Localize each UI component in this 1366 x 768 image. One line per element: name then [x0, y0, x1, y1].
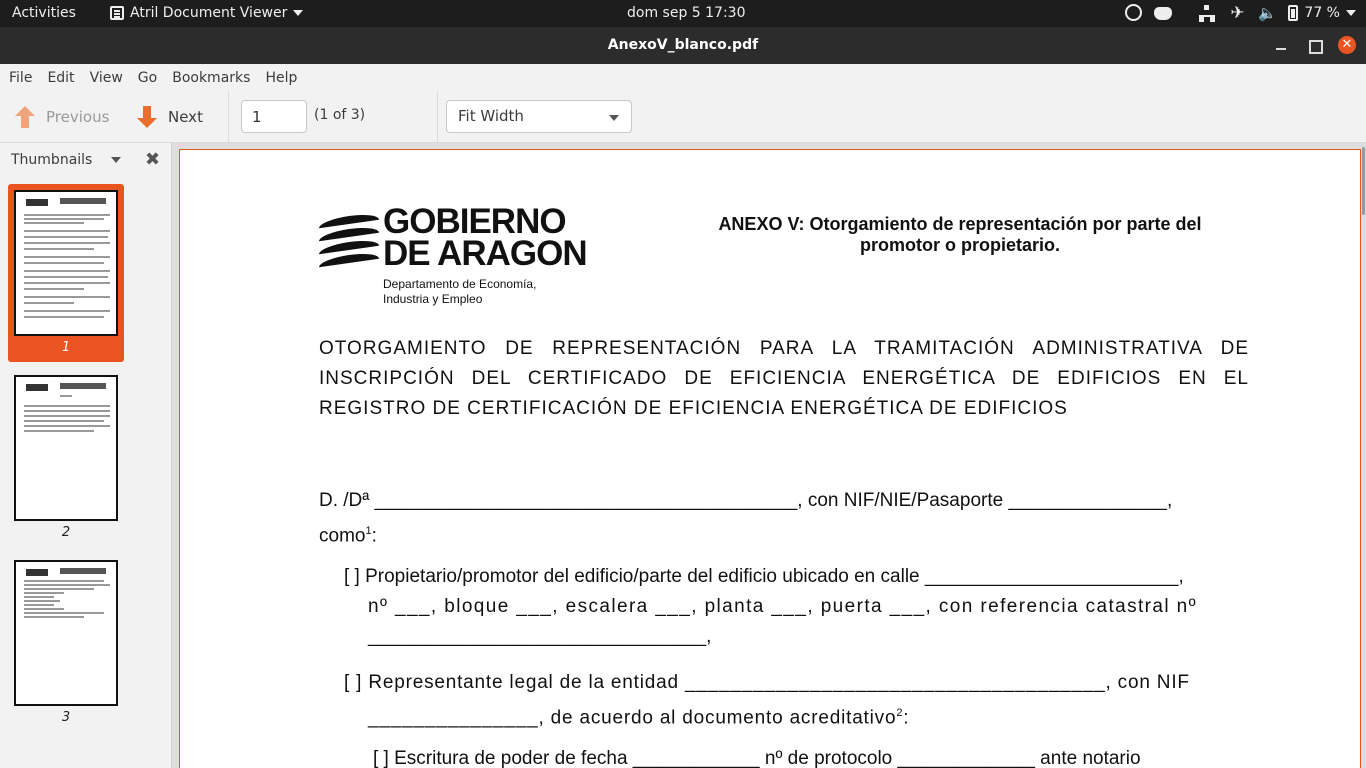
- toolbar-separator: [228, 91, 229, 143]
- close-sidebar-icon[interactable]: ✖: [145, 149, 161, 170]
- option-owner: [344, 562, 1244, 652]
- updates-icon[interactable]: [1125, 4, 1142, 21]
- sidebar-mode-selector[interactable]: Thumbnails: [11, 152, 93, 168]
- network-icon[interactable]: [1198, 5, 1216, 21]
- menu-go[interactable]: Go: [137, 69, 158, 86]
- annex-title: ANEXO V: Otorgamiento de representación por parte del promotor o propietario.: [718, 214, 1202, 255]
- chevron-down-icon: [609, 115, 619, 121]
- arrow-down-icon: [136, 105, 158, 129]
- vertical-scrollbar[interactable]: [1362, 147, 1365, 215]
- next-label: Next: [168, 108, 203, 126]
- toolbar: [0, 91, 1366, 143]
- document-viewer-icon: [110, 6, 124, 20]
- activities-button[interactable]: Activities: [12, 5, 76, 21]
- menu-edit[interactable]: Edit: [47, 69, 75, 86]
- text-span: :: [903, 707, 910, 729]
- previous-page-button[interactable]: [14, 104, 109, 130]
- close-window-button[interactable]: ✕: [1338, 36, 1356, 54]
- paragraph-line: ________________________________,: [368, 626, 712, 647]
- discord-icon[interactable]: [1154, 7, 1172, 20]
- paragraph-line: nº ___, bloque ___, escalera ___, planta ___, puerta ___, con referencia catastral nº: [368, 596, 1197, 617]
- menu-file[interactable]: File: [9, 69, 33, 86]
- thumbnail-page-1[interactable]: [8, 184, 124, 362]
- logo-dept-line-2: Industria y Empleo: [383, 292, 483, 306]
- thumbnail-label: 2: [61, 525, 71, 540]
- volume-icon[interactable]: 🔈: [1258, 3, 1278, 22]
- chevron-down-icon[interactable]: [111, 157, 121, 163]
- logo-department: [383, 277, 536, 307]
- chevron-down-icon[interactable]: [1346, 10, 1356, 16]
- airplane-mode-icon[interactable]: ✈: [1230, 2, 1245, 23]
- menu-bookmarks[interactable]: Bookmarks: [172, 69, 251, 86]
- page-count: (1 of 3): [314, 107, 366, 123]
- sidebar: [0, 143, 172, 768]
- paragraph-line: [344, 698, 1244, 733]
- thumbnail-page-3[interactable]: [8, 554, 124, 732]
- logo-wordmark: [383, 202, 587, 273]
- app-menu[interactable]: [110, 5, 303, 21]
- menu-view[interactable]: View: [89, 69, 123, 86]
- window-title-bar: [0, 27, 1366, 64]
- battery-percentage[interactable]: 77 %: [1304, 4, 1340, 21]
- app-name: Atril Document Viewer: [130, 5, 288, 21]
- logo-line-1: GOBIERNO: [383, 202, 566, 241]
- toolbar-separator: [437, 91, 438, 143]
- paragraph-declarant: [319, 486, 1249, 551]
- page-thumbnail-image: [14, 560, 118, 706]
- paragraph-line: D. /Dª ________________________________________, con NIF/NIE/Pasaporte _______________,: [319, 490, 1173, 511]
- option-power-of-attorney: [373, 744, 1253, 768]
- paragraph-line: [ ] Propietario/promotor del edificio/parte del edificio ubicado en calle ________________________,: [344, 566, 1184, 587]
- thumbnail-label: 1: [61, 340, 71, 355]
- document-view[interactable]: [172, 143, 1366, 768]
- minimize-button[interactable]: [1272, 36, 1290, 54]
- page-thumbnail-image: [14, 190, 118, 336]
- next-page-button[interactable]: [136, 104, 203, 130]
- battery-icon[interactable]: [1288, 5, 1298, 21]
- footnote-ref: 2: [896, 707, 904, 719]
- text-span: :: [371, 525, 377, 547]
- text-span: _______________, de acuerdo al documento acreditativo: [368, 707, 897, 729]
- text-span: como: [319, 525, 366, 547]
- sidebar-header: [0, 143, 172, 179]
- thumbnail-label: 3: [61, 710, 71, 725]
- thumbnail-page-2[interactable]: [8, 369, 124, 547]
- zoom-select[interactable]: [446, 100, 632, 133]
- previous-label: Previous: [46, 108, 110, 126]
- system-top-bar: [0, 0, 1366, 27]
- paragraph-line: [ ] Escritura de poder de fecha ____________ nº de protocolo _____________ ante notario: [373, 748, 1141, 768]
- maximize-button[interactable]: [1305, 36, 1323, 54]
- footnote-ref: 1: [365, 525, 372, 537]
- paragraph-line: [319, 516, 1249, 551]
- clock[interactable]: dom sep 5 17:30: [627, 5, 746, 21]
- system-tray[interactable]: [1125, 4, 1356, 21]
- menu-bar: [0, 64, 1366, 91]
- arrow-up-icon: [14, 105, 36, 129]
- paragraph-line: [ ] Representante legal de la entidad _____________________________________, con NIF: [344, 672, 1190, 693]
- option-legal-representative: [344, 668, 1244, 733]
- menu-help[interactable]: Help: [265, 69, 298, 86]
- window-title: AnexoV_blanco.pdf: [607, 37, 759, 53]
- document-page: [179, 149, 1361, 768]
- chevron-down-icon: [293, 10, 303, 16]
- gobierno-aragon-logo: [319, 210, 379, 270]
- page-thumbnail-image: [14, 375, 118, 521]
- page-number-input[interactable]: [241, 100, 307, 133]
- logo-dept-line-1: Departamento de Economía,: [383, 277, 537, 291]
- logo-line-2: DE ARAGON: [383, 234, 587, 273]
- document-heading: OTORGAMIENTO DE REPRESENTACIÓN PARA LA TRAMITACIÓN ADMINISTRATIVA DE INSCRIPCIÓN DEL CERTIFICADO DE EFICIENCIA ENERGÉTICA DE EDIFICIOS EN EL REGISTRO DE CERTIFICACIÓN DE EFICIENCIA ENERGÉTICA DE EDIFICIOS: [319, 338, 1249, 419]
- zoom-value: Fit Width: [458, 107, 524, 125]
